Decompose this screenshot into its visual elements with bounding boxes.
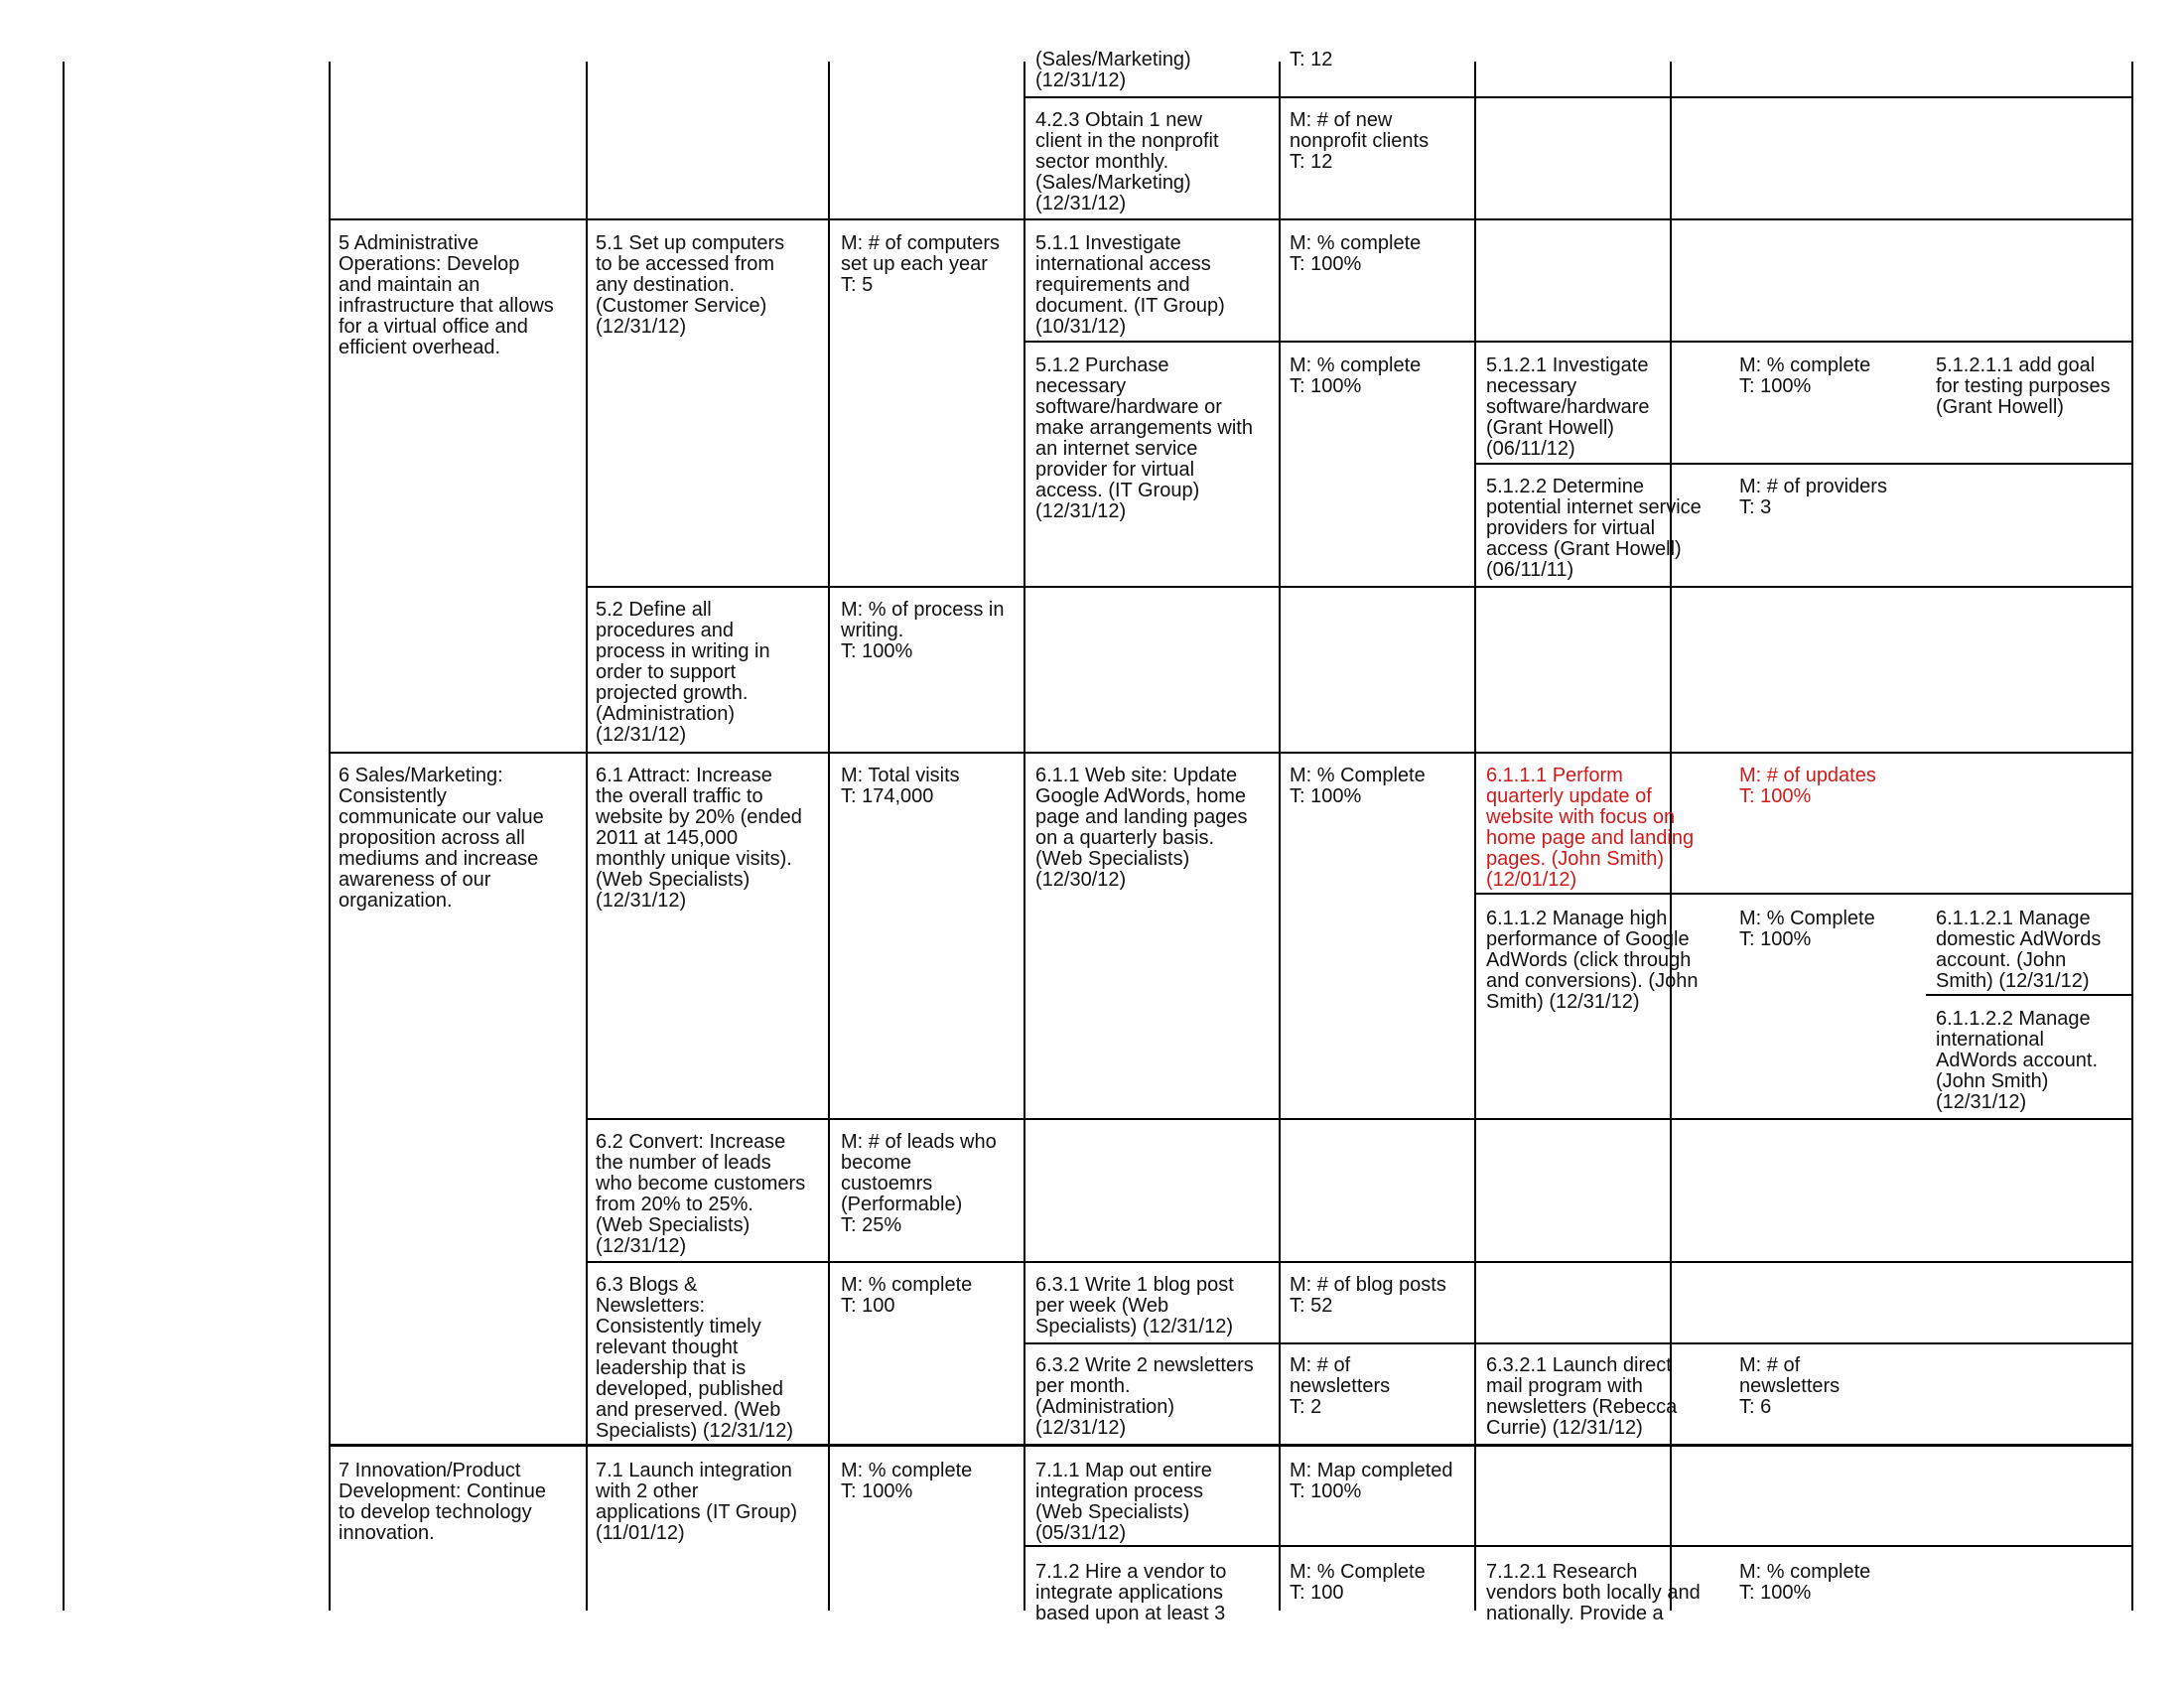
strategy-5-1: 5.1 Set up computers to be accessed from any destination. (Customer Service) (12/31/12) (596, 232, 785, 338)
action-5-1-2-1-measure: M: % complete T: 100% (1739, 354, 1871, 397)
table-rule-2 (586, 62, 588, 1611)
objective-7-1-2-measure: M: % Complete T: 100 (1290, 1561, 1426, 1604)
strategy-6-1-measure: M: Total visits T: 174,000 (841, 765, 960, 807)
strategy-6-3-measure: M: % complete T: 100 (841, 1274, 973, 1317)
objective-5-1-1: 5.1.1 Investigate international access requirements and document. (IT Group) (10/31/12) (1035, 232, 1225, 338)
strategy-6-2: 6.2 Convert: Increase the number of leads who become customers from 20% to 25%. (Web Specialists) (12/31/12) (596, 1131, 806, 1257)
strategy-6-2-measure: M: # of leads who become custoemrs (Performable) T: 25% (841, 1131, 997, 1236)
objective-5-1-2: 5.1.2 Purchase necessary software/hardware or make arrangements with an internet service provider for virtual access. (IT Group) (12/31/12) (1035, 354, 1253, 522)
row-rule (329, 752, 2133, 754)
strategy-5-1-measure: M: # of computers set up each year T: 5 (841, 232, 1001, 296)
objective-6-1-1-measure: M: % Complete T: 100% (1290, 765, 1426, 807)
row-rule (1926, 994, 2133, 996)
row-rule (1024, 1342, 2133, 1344)
action-7-1-2-1: 7.1.2.1 Research vendors both locally and nationally. Provide a (1486, 1561, 1701, 1624)
table-rule-6 (1474, 62, 1476, 1611)
action-6-1-1-2: 6.1.1.2 Manage high performance of Google AdWords (click through and conversions). (John Smith) (12/31/12) (1486, 908, 1699, 1013)
table-rule-1 (329, 62, 331, 1611)
strategy-5-2-measure: M: % of process in writing. T: 100% (841, 599, 1005, 662)
strategy-7-1-measure: M: % complete T: 100% (841, 1460, 973, 1502)
row-rule (1474, 463, 2133, 465)
row-rule (586, 586, 2133, 588)
row-rule (1474, 893, 2133, 895)
left-margin-rule (63, 62, 65, 1611)
objective-6-3-1: 6.3.1 Write 1 blog post per week (Web Specialists) (12/31/12) (1035, 1274, 1234, 1337)
action-6-1-1-1: 6.1.1.1 Perform quarterly update of website with focus on home page and landing pages. (John Smith) (12/01/12) (1486, 765, 1695, 891)
task-6-1-1-2-2: 6.1.1.2.2 Manage international AdWords account. (John Smith) (12/31/12) (1936, 1008, 2099, 1113)
strategy-6-1: 6.1 Attract: Increase the overall traffic to website by 20% (ended 2011 at 145,000 monthly unique visits). (Web Specialists) (12/31/12) (596, 765, 802, 912)
objective-4-2-3: 4.2.3 Obtain 1 new client in the nonprofit sector monthly. (Sales/Marketing) (12/31/12) (1035, 109, 1219, 214)
objective-overflow-text: (Sales/Marketing) (12/31/12) (1035, 49, 1191, 91)
strategy-6-3: 6.3 Blogs & Newsletters: Consistently timely relevant thought leadership that is developed, published and preserved. (Web Specialists) (12/31/12) (596, 1274, 793, 1442)
objective-6-1-1: 6.1.1 Web site: Update Google AdWords, home page and landing pages on a quarterly basis. (Web Specialists) (12/30/12) (1035, 765, 1248, 891)
action-6-3-2-1-measure: M: # of newsletters T: 6 (1739, 1354, 1841, 1418)
objective-7-1-1-measure: M: Map completed T: 100% (1290, 1460, 1453, 1502)
row-rule (329, 218, 2133, 220)
objective-6-3-2: 6.3.2 Write 2 newsletters per month. (Administration) (12/31/12) (1035, 1354, 1254, 1439)
action-6-1-1-2-measure: M: % Complete T: 100% (1739, 908, 1875, 950)
row-rule (586, 1118, 2133, 1120)
goal-5: 5 Administrative Operations: Develop and maintain an infrastructure that allows for a virtual office and efficient overhead. (339, 232, 554, 358)
row-rule (1024, 96, 2133, 98)
action-6-3-2-1: 6.3.2.1 Launch direct mail program with newsletters (Rebecca Currie) (12/31/12) (1486, 1354, 1678, 1439)
objective-7-1-1: 7.1.1 Map out entire integration process (Web Specialists) (05/31/12) (1035, 1460, 1212, 1544)
row-rule (1024, 341, 2133, 343)
table-rule-8 (2131, 62, 2133, 1611)
objective-measure-overflow-text: T: 12 (1290, 49, 1333, 70)
goal-7: 7 Innovation/Product Development: Continue to develop technology innovation. (339, 1460, 547, 1544)
action-7-1-2-1-measure: M: % complete T: 100% (1739, 1561, 1871, 1604)
goal-6: 6 Sales/Marketing: Consistently communicate our value proposition across all mediums and increase awareness of our organization. (339, 765, 544, 912)
objective-6-3-1-measure: M: # of blog posts T: 52 (1290, 1274, 1446, 1317)
task-5-1-2-1-1: 5.1.2.1.1 add goal for testing purposes (Grant Howell) (1936, 354, 2111, 418)
objective-5-1-1-measure: M: % complete T: 100% (1290, 232, 1422, 275)
action-6-1-1-1-measure: M: # of updates T: 100% (1739, 765, 1876, 807)
row-rule-thick (329, 1444, 2133, 1447)
objective-4-2-3-measure: M: # of new nonprofit clients T: 12 (1290, 109, 1430, 173)
strategy-7-1: 7.1 Launch integration with 2 other applications (IT Group) (11/01/12) (596, 1460, 798, 1544)
action-5-1-2-2: 5.1.2.2 Determine potential internet service providers for virtual access (Grant Howell) (06/11/11) (1486, 476, 1702, 581)
objective-7-1-2: 7.1.2 Hire a vendor to integrate applications based upon at least 3 (1035, 1561, 1227, 1624)
objective-5-1-2-measure: M: % complete T: 100% (1290, 354, 1422, 397)
action-5-1-2-1: 5.1.2.1 Investigate necessary software/hardware (Grant Howell) (06/11/12) (1486, 354, 1650, 460)
action-5-1-2-2-measure: M: # of providers T: 3 (1739, 476, 1887, 518)
objective-6-3-2-measure: M: # of newsletters T: 2 (1290, 1354, 1391, 1418)
strategy-5-2: 5.2 Define all procedures and process in writing in order to support projected growth. (Administration) (12/31/12) (596, 599, 770, 746)
row-rule (586, 1261, 2133, 1263)
task-6-1-1-2-1: 6.1.1.2.1 Manage domestic AdWords account. (John Smith) (12/31/12) (1936, 908, 2102, 992)
table-rule-5 (1279, 62, 1281, 1611)
